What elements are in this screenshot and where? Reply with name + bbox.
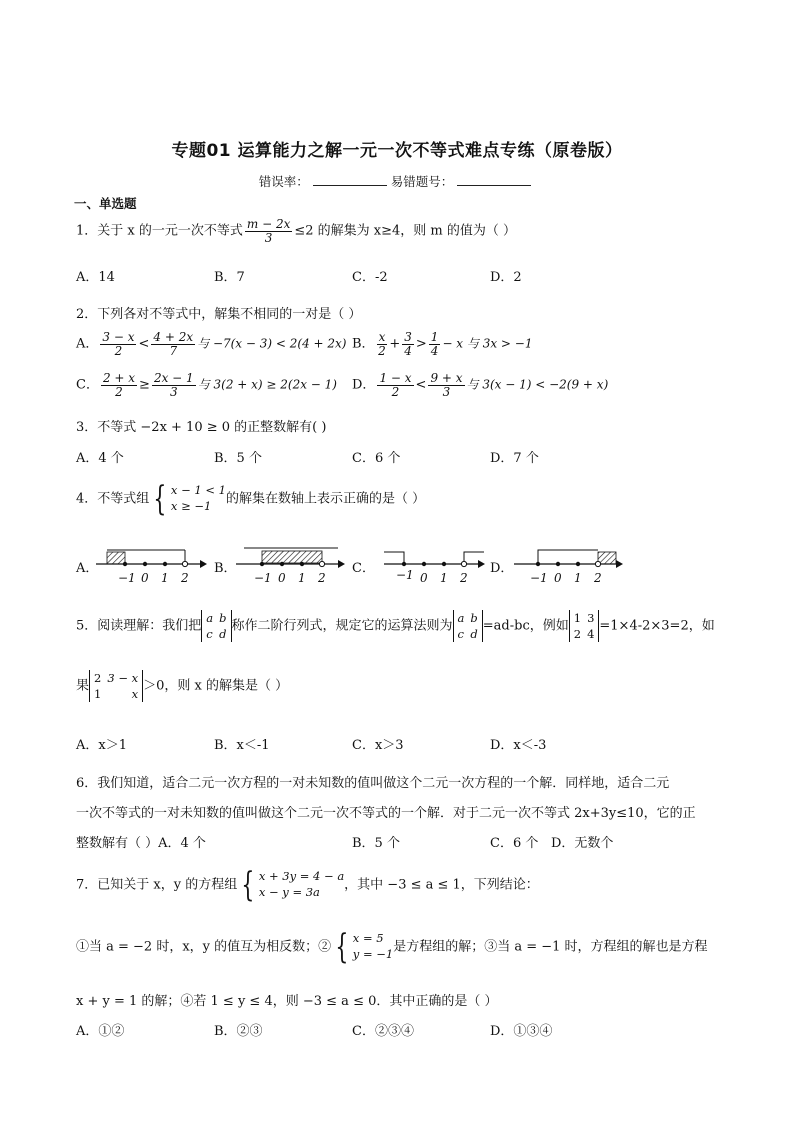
q4-row-2: x ≥ −1 (170, 499, 212, 513)
section-heading: 一、单选题 (74, 196, 137, 211)
tick-label: 0 (554, 571, 562, 585)
question-7-line-2 (76, 927, 708, 967)
q2-d-op: < (415, 377, 427, 393)
q5-text-d: =1×4-2×3=2，如 (599, 618, 715, 634)
q4-number-lines (0, 540, 794, 590)
q1-denominator: 3 (264, 230, 273, 245)
det-entry: b (219, 611, 227, 625)
q2-c-frac1 (101, 372, 137, 398)
q4-label-c: C． (352, 561, 375, 576)
q2-option-a (76, 331, 346, 357)
error-rate-blank (313, 175, 387, 186)
q1-text-a: 1．关于 x 的一元一次不等式 (76, 223, 243, 239)
frac-num: x (378, 330, 386, 344)
brace-icon: { (241, 865, 255, 905)
tick-label: −1 (396, 568, 414, 582)
q2-option-b (352, 331, 532, 357)
frac-den: 3 (442, 384, 451, 399)
q2-a-frac2 (151, 331, 195, 357)
det-entry: 1 (94, 687, 102, 702)
q7-sol-row-1: x = 5 (352, 931, 384, 946)
q2-b-tail: − x 与 3x > −1 (442, 336, 533, 351)
q1-option-c: C．-2 (352, 270, 388, 285)
q2-a-tail: 与 −7(x − 3) < 2(4 + 2x) (197, 336, 347, 351)
frac-num: 1 − x (379, 371, 412, 385)
q5-option-a: A．x＞1 (76, 738, 127, 753)
q7-text-a: 7．已知关于 x，y 的方程组 (76, 877, 238, 893)
q2-b-frac3 (429, 331, 441, 357)
q3-option-a: A．4 个 (76, 451, 124, 466)
q1-fraction (245, 218, 292, 244)
tick-label: −1 (254, 571, 272, 585)
question-1-stem (76, 218, 516, 244)
number-line-c (384, 552, 485, 585)
q2-c-frac2 (152, 372, 196, 398)
q2-c-op: ≥ (139, 377, 150, 393)
q5-determinant-1 (201, 610, 231, 642)
q6-option-c: C．6 个 (490, 836, 539, 851)
q2-d-tail: 与 3(x − 1) < −2(9 + x) (466, 377, 609, 392)
tick-label: 1 (574, 571, 582, 585)
question-7-stem (76, 865, 539, 905)
tick-label: 0 (420, 571, 428, 585)
q4-label-a: A． (76, 561, 99, 576)
det-entry: 3 (587, 611, 595, 625)
tick-label: 2 (318, 571, 326, 585)
q2-b-frac2 (402, 331, 414, 357)
frac-den: 3 (170, 384, 178, 399)
q2-c-tail: 与 3(2 + x) ≥ 2(2x − 1) (197, 377, 337, 392)
q7-sol-row-2: y = −1 (352, 947, 394, 961)
error-rate-label: 错误率： (258, 174, 309, 189)
q2-b-op2: > (415, 336, 427, 352)
q5-text-f: ＞0，则 x 的解集是（ ） (143, 678, 289, 694)
q2-a-label: A． (76, 336, 99, 352)
q4-text-b: 的解集在数轴上表示正确的是（ ） (225, 491, 426, 507)
frac-den: 2 (115, 384, 123, 399)
frac-den: 7 (169, 343, 178, 358)
number-line-a (96, 550, 207, 585)
q4-label-b: B． (214, 561, 237, 576)
q2-d-label: D． (352, 377, 376, 393)
easy-error-label: 易错题号： (390, 174, 454, 189)
q7-text-b: ，其中 −3 ≤ a ≤ 1，下列结论： (344, 877, 539, 893)
q2-d-frac2 (428, 372, 464, 398)
det-entry: a (206, 611, 214, 625)
number-line-d (514, 550, 623, 585)
q5-determinant-3 (569, 610, 600, 642)
frac-den: 4 (404, 343, 412, 358)
frac-den: 2 (114, 343, 123, 358)
det-entry: c (206, 627, 213, 642)
det-entry: b (470, 611, 478, 625)
q2-b-frac1 (377, 331, 388, 357)
brace-icon: { (153, 479, 167, 519)
question-5-line-1 (76, 610, 715, 642)
q2-option-d (352, 372, 608, 398)
q2-d-frac1 (377, 372, 413, 398)
frac-den: 4 (430, 343, 439, 358)
q5-determinant-4 (89, 670, 143, 702)
tick-label: 2 (460, 571, 468, 585)
question-5-line-2 (76, 670, 288, 702)
question-6-line-2: 一次不等式的一对未知数的值叫做这个二元一次不等式的一个解．对于二元一次不等式 2x+3y≤10，它的正 (76, 806, 696, 821)
det-entry: 2 (573, 627, 582, 642)
frac-den: 2 (378, 343, 386, 358)
q7-text-c: ①当 a = −2 时，x，y 的值互为相反数；② (76, 939, 332, 955)
question-7-line-3: x + y = 1 的解；④若 1 ≤ y ≤ 4，则 −3 ≤ a ≤ 0．其中正确的是（ ） (76, 994, 498, 1009)
question-2-stem: 2．下列各对不等式中，解集不相同的一对是（ ） (76, 307, 362, 322)
q2-b-label: B． (352, 336, 375, 352)
q5-option-b: B．x＜-1 (214, 738, 270, 753)
frac-num: 1 (430, 330, 439, 344)
q7-option-c: C．②③④ (352, 1024, 414, 1039)
q5-option-d: D．x＜-3 (490, 738, 547, 753)
question-6-line-3: 整数解有（ ）A．4 个 (76, 836, 206, 851)
q7-option-d: D．①③④ (490, 1024, 553, 1039)
question-6-line-1: 6．我们知道，适合二元一次方程的一对未知数的值叫做这个二元一次方程的一个解．同样地，适合二元 (76, 776, 670, 791)
q5-text-e: 果 (76, 678, 90, 694)
frac-num: 3 (404, 330, 412, 344)
number-line-b (236, 548, 345, 585)
q1-numerator: m − 2x (246, 217, 291, 231)
tick-label: 1 (440, 571, 448, 585)
q3-option-c: C．6 个 (352, 451, 401, 466)
q2-c-label: C． (76, 377, 99, 393)
q7-system (237, 865, 345, 905)
frac-num: 3 − x (102, 330, 135, 344)
q4-row-1: x − 1 < 1 (170, 483, 226, 498)
q5-determinant-2 (453, 610, 483, 642)
tick-label: 0 (141, 571, 149, 585)
q4-system (149, 479, 226, 519)
det-entry: x (131, 687, 139, 702)
q5-option-c: C．x＞3 (352, 738, 404, 753)
tick-label: 1 (298, 571, 306, 585)
frac-num: 9 + x (430, 371, 463, 385)
det-entry: 1 (573, 611, 582, 625)
q6-option-d: D．无数个 (551, 836, 614, 851)
q2-a-op: < (138, 336, 150, 352)
q4-text-a: 4．不等式组 (76, 491, 150, 507)
det-entry: a (457, 611, 465, 625)
q7-text-d: 是方程组的解；③当 a = −1 时，方程组的解也是方程 (393, 939, 708, 955)
frac-num: 2 + x (102, 371, 136, 385)
question-4-stem (76, 479, 426, 519)
q3-option-b: B．5 个 (214, 451, 262, 466)
question-3-stem: 3．不等式 −2x + 10 ≥ 0 的正整数解有( ) (76, 420, 327, 435)
q2-option-c (76, 372, 337, 398)
q7-row-2: x − y = 3a (258, 885, 320, 899)
q3-option-d: D．7 个 (490, 451, 539, 466)
det-entry: 3 − x (107, 671, 139, 685)
det-entry: d (470, 627, 478, 642)
tick-label: 1 (161, 571, 169, 585)
frac-num: 4 + 2x (153, 330, 194, 344)
det-entry: 4 (587, 627, 595, 642)
q1-text-b: ≤2 的解集为 x≥4，则 m 的值为（ ） (294, 223, 516, 239)
frac-den: 2 (391, 384, 400, 399)
q6-option-b: B．5 个 (352, 836, 400, 851)
frac-num: 2x − 1 (153, 371, 194, 385)
q7-option-a: A．①② (76, 1024, 125, 1039)
q1-option-b: B．7 (214, 270, 245, 285)
tick-label: 0 (278, 571, 286, 585)
q5-text-c: =ad-bc，例如 (482, 618, 569, 634)
page-title: 专题01 运算能力之解一元一次不等式难点专练（原卷版） (171, 141, 623, 161)
meta-line (0, 172, 794, 190)
tick-label: −1 (118, 571, 136, 585)
q5-text-b: 称作二阶行列式，规定它的运算法则为 (231, 618, 453, 634)
q1-option-d: D．2 (490, 270, 522, 285)
det-entry: d (219, 627, 227, 642)
brace-icon: { (335, 927, 349, 967)
tick-label: 2 (594, 571, 602, 585)
q5-text-a: 5．阅读理解：我们把 (76, 618, 202, 634)
det-entry: 2 (94, 671, 102, 685)
q7-row-1: x + 3y = 4 − a (258, 869, 345, 884)
tick-label: −1 (530, 571, 548, 585)
det-entry: c (457, 627, 464, 642)
q4-label-d: D． (490, 561, 514, 576)
q2-a-frac1 (100, 331, 136, 357)
q7-option-b: B．②③ (214, 1024, 263, 1039)
q7-solution (331, 927, 394, 967)
tick-label: 2 (181, 571, 189, 585)
easy-error-blank (457, 175, 531, 186)
q1-option-a: A．14 (76, 270, 115, 285)
q2-b-op1: + (389, 336, 401, 352)
